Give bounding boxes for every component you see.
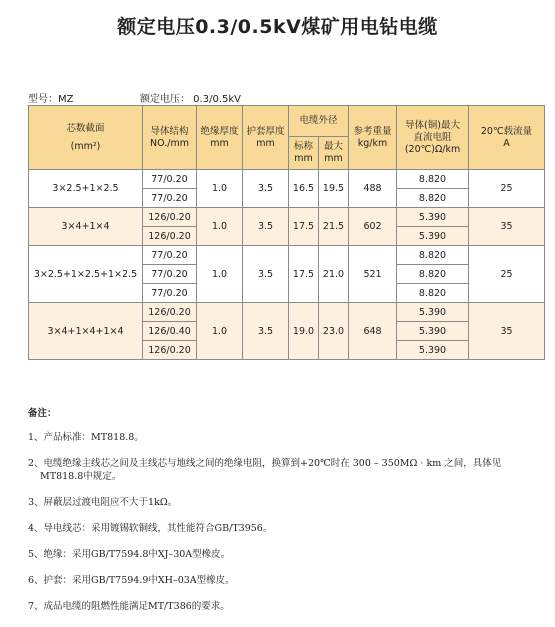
table-row xyxy=(29,303,545,322)
notes-title: 备注： xyxy=(28,408,57,419)
header-insulation-unit: mm xyxy=(210,137,229,149)
cell-conductor: 77/0.20 xyxy=(143,246,197,265)
note-item: 4、导电线芯：采用镀锡软铜线，其性能符合GB/T3956。 xyxy=(28,523,273,534)
cell-conductor: 126/0.20 xyxy=(143,227,197,246)
cell-resistance: 5.390 xyxy=(397,341,469,360)
cell-current: 35 xyxy=(469,303,545,360)
header-conductor-label: 导体结构 xyxy=(150,125,189,137)
cell-insulation: 1.0 xyxy=(197,208,243,246)
cell-sheath: 3.5 xyxy=(243,246,289,303)
cell-nominal: 17.5 xyxy=(289,208,319,246)
table-row xyxy=(29,246,545,265)
header-current-unit: A xyxy=(503,137,510,149)
header-insulation-label: 绝缘厚度 xyxy=(200,125,239,137)
header-weight xyxy=(349,106,397,170)
cell-conductor: 126/0.20 xyxy=(143,208,197,227)
note-item: 7、成品电缆的阻燃性能满足MT/T386的要求。 xyxy=(28,601,230,612)
header-current xyxy=(469,106,545,170)
cell-max: 23.0 xyxy=(319,303,349,360)
header-resistance-unit: (20℃)Ω/km xyxy=(404,143,461,155)
cell-current: 25 xyxy=(469,170,545,208)
cell-conductor: 126/0.40 xyxy=(143,322,197,341)
cell-weight: 602 xyxy=(349,208,397,246)
cell-sheath: 3.5 xyxy=(243,303,289,360)
cell-sheath: 3.5 xyxy=(243,208,289,246)
cell-resistance: 8.820 xyxy=(397,170,469,189)
cell-resistance: 5.390 xyxy=(397,227,469,246)
cell-nominal: 19.0 xyxy=(289,303,319,360)
cell-weight: 521 xyxy=(349,246,397,303)
cell-conductor: 77/0.20 xyxy=(143,189,197,208)
header-resistance-label: 导体(铜)最大 xyxy=(405,119,460,131)
note-item: 2、电缆绝缘主线芯之间及主线芯与地线之间的绝缘电阻，换算到+20℃时在 300 – 350MΩ · km 之间，具体见MT818.8中规定。 xyxy=(28,458,502,482)
cell-resistance: 8.820 xyxy=(397,284,469,303)
header-resistance-label-2: 直流电阻 xyxy=(413,131,452,143)
notes-section xyxy=(28,405,543,626)
cell-resistance: 8.820 xyxy=(397,246,469,265)
cell-current: 25 xyxy=(469,246,545,303)
header-cross-section-label: 芯数截面 xyxy=(66,122,105,134)
table-body xyxy=(29,170,545,360)
cell-spec: 3×4+1×4+1×4 xyxy=(29,303,143,360)
page-title: 额定电压0.3/0.5kV煤矿用电钻电缆 xyxy=(117,16,438,38)
cell-max: 21.0 xyxy=(319,246,349,303)
cell-conductor: 126/0.20 xyxy=(143,303,197,322)
header-max xyxy=(319,137,349,170)
header-weight-unit: kg/km xyxy=(357,137,388,149)
cell-spec: 3×4+1×4 xyxy=(29,208,143,246)
model-label: 型号：MZ xyxy=(28,94,74,105)
cell-nominal: 16.5 xyxy=(289,170,319,208)
cell-resistance: 5.390 xyxy=(397,322,469,341)
cell-weight: 488 xyxy=(349,170,397,208)
header-resistance xyxy=(397,106,469,170)
note-item: 6、护套：采用GB/T7594.9中XH–03A型橡皮。 xyxy=(28,575,235,586)
cell-resistance: 8.820 xyxy=(397,265,469,284)
note-item: 5、绝缘：采用GB/T7594.8中XJ–30A型橡皮。 xyxy=(28,549,231,560)
header-conductor xyxy=(143,106,197,170)
cell-conductor: 77/0.20 xyxy=(143,170,197,189)
header-current-label: 20℃载流量 xyxy=(480,125,533,137)
table-row xyxy=(29,208,545,227)
header-sheath-label: 护套厚度 xyxy=(246,125,285,137)
cell-conductor: 77/0.20 xyxy=(143,284,197,303)
header-conductor-unit: NO./mm xyxy=(150,137,189,149)
cell-conductor: 77/0.20 xyxy=(143,265,197,284)
cell-insulation: 1.0 xyxy=(197,170,243,208)
cell-sheath: 3.5 xyxy=(243,170,289,208)
header-nominal-label: 标称 xyxy=(293,141,313,152)
header-max-label: 最大 xyxy=(324,141,344,152)
cell-insulation: 1.0 xyxy=(197,303,243,360)
header-max-unit: mm xyxy=(324,153,343,164)
note-item: 3、屏蔽层过渡电阻应不大于1kΩ。 xyxy=(28,497,178,508)
header-nominal xyxy=(289,137,319,170)
header-sheath-unit: mm xyxy=(256,137,275,149)
cell-current: 35 xyxy=(469,208,545,246)
cell-resistance: 5.390 xyxy=(397,208,469,227)
header-cross-section-unit: (mm²) xyxy=(70,140,101,152)
cell-insulation: 1.0 xyxy=(197,246,243,303)
header-insulation xyxy=(197,106,243,170)
cell-max: 19.5 xyxy=(319,170,349,208)
cell-weight: 648 xyxy=(349,303,397,360)
cell-spec: 3×2.5+1×2.5 xyxy=(29,170,143,208)
header-outer-diameter: 电缆外径 xyxy=(289,106,349,137)
cell-max: 21.5 xyxy=(319,208,349,246)
cell-resistance: 8.820 xyxy=(397,189,469,208)
voltage-label: 额定电压： 0.3/0.5kV xyxy=(140,94,241,105)
table-row xyxy=(29,170,545,189)
header-weight-label: 参考重量 xyxy=(353,125,392,137)
spec-table xyxy=(28,105,545,360)
cell-spec: 3×2.5+1×2.5+1×2.5 xyxy=(29,246,143,303)
cell-resistance: 5.390 xyxy=(397,303,469,322)
header-sheath xyxy=(243,106,289,170)
header-nominal-unit: mm xyxy=(294,153,313,164)
cell-nominal: 17.5 xyxy=(289,246,319,303)
note-item: 1、产品标准：MT818.8。 xyxy=(28,432,144,443)
cell-conductor: 126/0.20 xyxy=(143,341,197,360)
header-cross-section xyxy=(29,106,143,170)
